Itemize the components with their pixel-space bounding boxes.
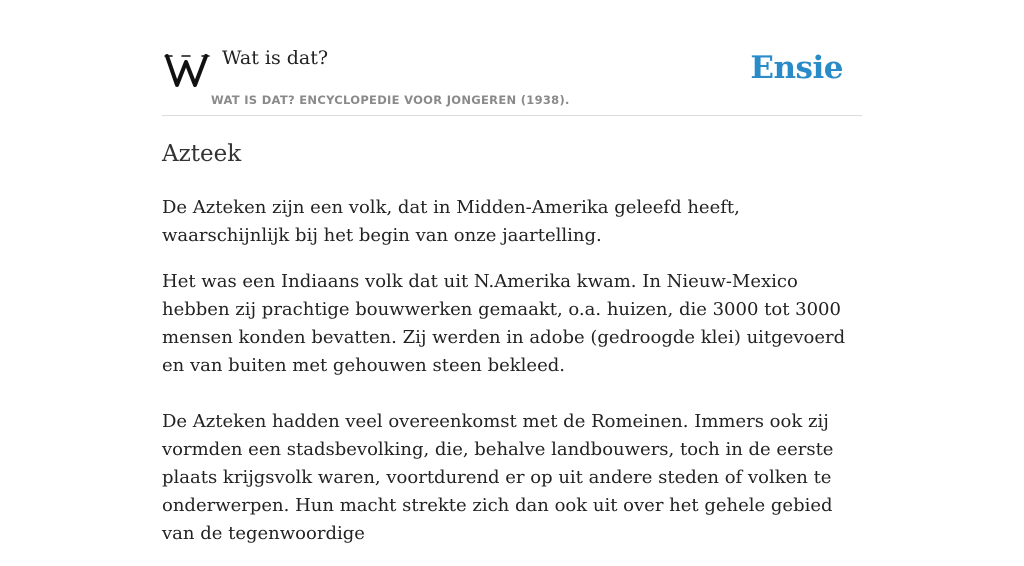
ensie-logo-link[interactable]: Ensie	[750, 50, 843, 86]
article-paragraph: Het was een Indiaans volk dat uit N.Amerika kwam. In Nieuw-Mexico hebben zij prachtige bouwwerken gemaakt, o.a. huizen, die 3000 tot 3000 mensen konden bevatten. Zij werden in adobe (gedroogde klei) uitgevoerd en van buiten met gehouwen steen bekleed. De Azteken hadden veel overeenkomst met de Romeinen. Immers ook zij vormden een stadsbevolking, die, behalve landbouwers, toch in de eerste plaats krijgsvolk waren, voortdurend er op uit andere steden of volken te onderwerpen. Hun macht strekte zich dan ook uit over het gehele gebied van de tegenwoordige	[162, 271, 846, 544]
wikipedia-w-icon-graphic	[164, 50, 210, 90]
site-subtitle: WAT IS DAT? ENCYCLOPEDIE VOOR JONGEREN (1938).	[211, 93, 570, 107]
wikipedia-w-icon[interactable]	[164, 50, 210, 90]
site-title[interactable]: Wat is dat?	[222, 47, 329, 69]
article	[162, 136, 862, 566]
article-title: Azteek	[162, 141, 242, 167]
article-paragraph: De Azteken zijn een volk, dat in Midden-Amerika geleefd heeft, waarschijnlijk bij het begin van onze jaartelling.	[162, 197, 740, 246]
site-header	[162, 40, 862, 116]
